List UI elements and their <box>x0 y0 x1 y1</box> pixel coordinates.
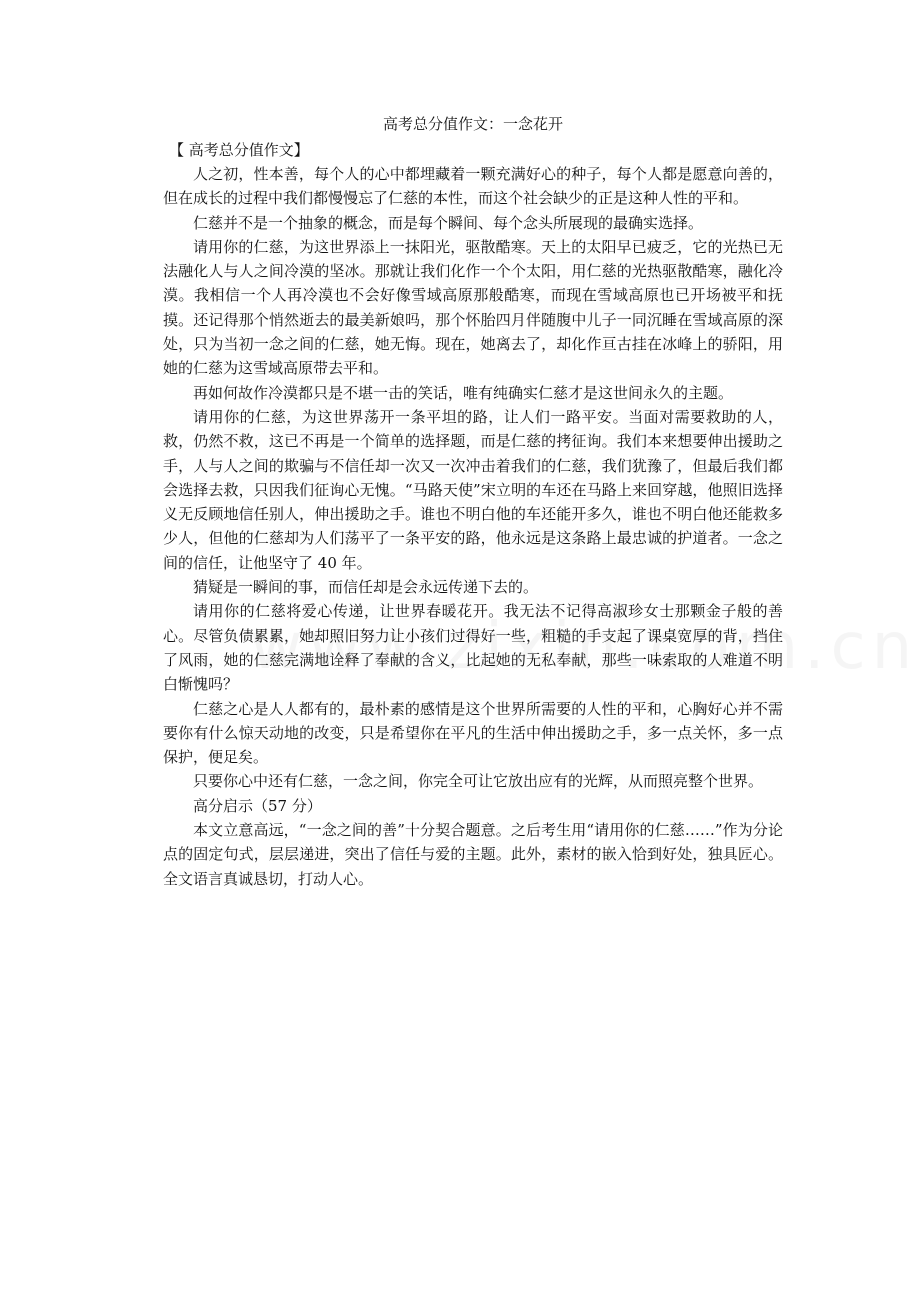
document-tag: 【 高考总分值作文】 <box>169 141 309 159</box>
paragraph-3: 请用你的仁慈，为这世界添上一抹阳光，驱散酷寒。天上的太阳早已疲乏，它的光热已无法融化人与人之间冷漠的坚冰。那就让我们化作一个个太阳，用仁慈的光热驱散酷寒，融化冷漠。我相信一个人再冷漠也不会好像雪域高原那般酷寒，而现在雪域高原也已开场被平和抚摸。还记得那个悄然逝去的最美新娘吗，那个怀胎四月伴随腹中儿子一同沉睡在雪域高原的深处，只为当初一念之间的仁慈，她无悔。现在，她离去了，却化作亘古挂在冰峰上的骄阳，用她的仁慈为这雪域高原带去平和。 <box>163 237 783 378</box>
paragraph-9: 只要你心中还有仁慈，一念之间，你完全可让它放出应有的光辉，从而照亮整个世界。 <box>193 772 764 791</box>
paragraph-8: 仁慈之心是人人都有的，最朴素的感情是这个世界所需要的人性的平和，心胸好心并不需要你有什么惊天动地的改变，只是希望你在平凡的生活中伸出援助之手，多一点关怀，多一点保护，便足矣。 <box>163 699 783 767</box>
paragraph-1: 人之初，性本善，每个人的心中都埋藏着一颗充满好心的种子，每个人都是愿意向善的，但在成长的过程中我们都慢慢忘了仁慈的本性，而这个社会缺少的正是这种人性的平和。 <box>163 165 783 208</box>
paragraph-6: 猜疑是一瞬间的事，而信任却是会永远传递下去的。 <box>193 578 539 597</box>
score-note-heading: 高分启示（57 分） <box>193 796 322 815</box>
paragraph-2: 仁慈并不是一个抽象的概念，而是每个瞬间、每个念头所展现的最确实选择。 <box>193 213 704 232</box>
score-note-body: 本文立意高远，“一念之间的善”十分契合题意。之后考生用“请用你的仁慈……”作为分论点的固定句式，层层递进，突出了信任与爱的主题。此外，素材的嵌入恰到好处，独具匠心。全文语言真诚恳切，打动人心。 <box>163 821 783 888</box>
paragraph-5: 请用你的仁慈，为这世界荡开一条平坦的路，让人们一路平安。当面对需要救助的人，救，仍然不救，这已不再是一个简单的选择题，而是仁慈的拷征询。我们本来想要伸出援助之手，人与人之间的欺骗与不信任却一次又一次冲击着我们的仁慈，我们犹豫了，但最后我们都会选择去救，只因我们征询心无愧。“马路天使”宋立明的车还在马路上来回穿越，他照旧选择义无反顾地信任别人，伸出援助之手。谁也不明白他的车还能开多久，谁也不明白他还能救多少人，但他的仁慈却为人们荡平了一条平安的路，他永远是这条路上最忠诚的护道者。一念之间的信任，让他坚守了 40 年。 <box>163 407 783 572</box>
paragraph-7: 请用你的仁慈将爱心传递，让世界春暖花开。我无法不记得高淑珍女士那颗金子般的善心。尽管负债累累，她却照旧努力让小孩们过得好一些，粗糙的手支起了课桌宽厚的背，挡住了风雨，她的仁慈完满地诠释了奉献的含义，比起她的无私奉献，那些一味索取的人难道不明白惭愧吗？ <box>163 602 783 694</box>
document-title: 高考总分值作文：一念花开 <box>382 115 563 133</box>
document-page <box>163 112 783 891</box>
paragraph-4: 再如何故作冷漠都只是不堪一击的笑话，唯有纯确实仁慈才是这世间永久的主题。 <box>193 383 734 402</box>
